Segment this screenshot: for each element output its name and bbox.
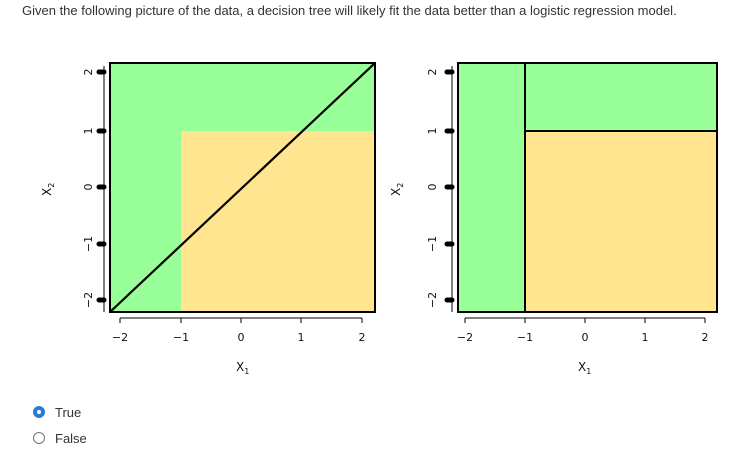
right-y-label-m2: −2	[426, 291, 439, 309]
left-x-label-1: 1	[297, 331, 305, 344]
right-x-label-m2: −2	[456, 331, 474, 344]
right-y-label-2: 2	[426, 68, 439, 76]
left-x-axis-title: $X_1$	[236, 360, 250, 376]
right-x-label-2: 2	[701, 331, 709, 344]
left-y-label-1: 1	[82, 127, 95, 135]
right-x-axis-title: $X_1$	[578, 360, 592, 376]
left-plot-panel	[40, 63, 375, 376]
right-y-label-m1: −1	[426, 235, 439, 253]
right-x-label-m1: −1	[516, 331, 534, 344]
left-y-axis-title: $X_2$	[40, 182, 56, 196]
left-y-label-2: 2	[82, 68, 95, 76]
left-y-label-0: 0	[82, 183, 95, 191]
right-yellow-region	[525, 131, 717, 312]
right-plot-panel	[389, 63, 717, 376]
right-x-label-1: 1	[641, 331, 649, 344]
left-x-label-m2: −2	[111, 331, 129, 344]
left-x-label-m1: −1	[172, 331, 190, 344]
left-yellow-region	[181, 131, 375, 312]
left-y-label-m2: −2	[82, 291, 95, 309]
answer-options	[33, 399, 87, 451]
right-y-label-1: 1	[426, 127, 439, 135]
option-true-label: True	[55, 404, 82, 420]
left-x-label-0: 0	[237, 331, 245, 344]
right-y-label-0: 0	[426, 183, 439, 191]
right-x-label-0: 0	[581, 331, 589, 344]
radio-true[interactable]	[33, 406, 45, 418]
option-false-label: False	[55, 430, 87, 446]
left-y-label-m1: −1	[82, 235, 95, 253]
option-true[interactable]	[33, 399, 87, 425]
radio-false[interactable]	[33, 432, 45, 444]
right-y-axis-title: $X_2$	[389, 182, 405, 196]
option-false[interactable]	[33, 425, 87, 451]
question-text: Given the following picture of the data, a decision tree will likely fit the data better than a logistic regression model.	[22, 3, 677, 18]
left-x-label-2: 2	[358, 331, 366, 344]
